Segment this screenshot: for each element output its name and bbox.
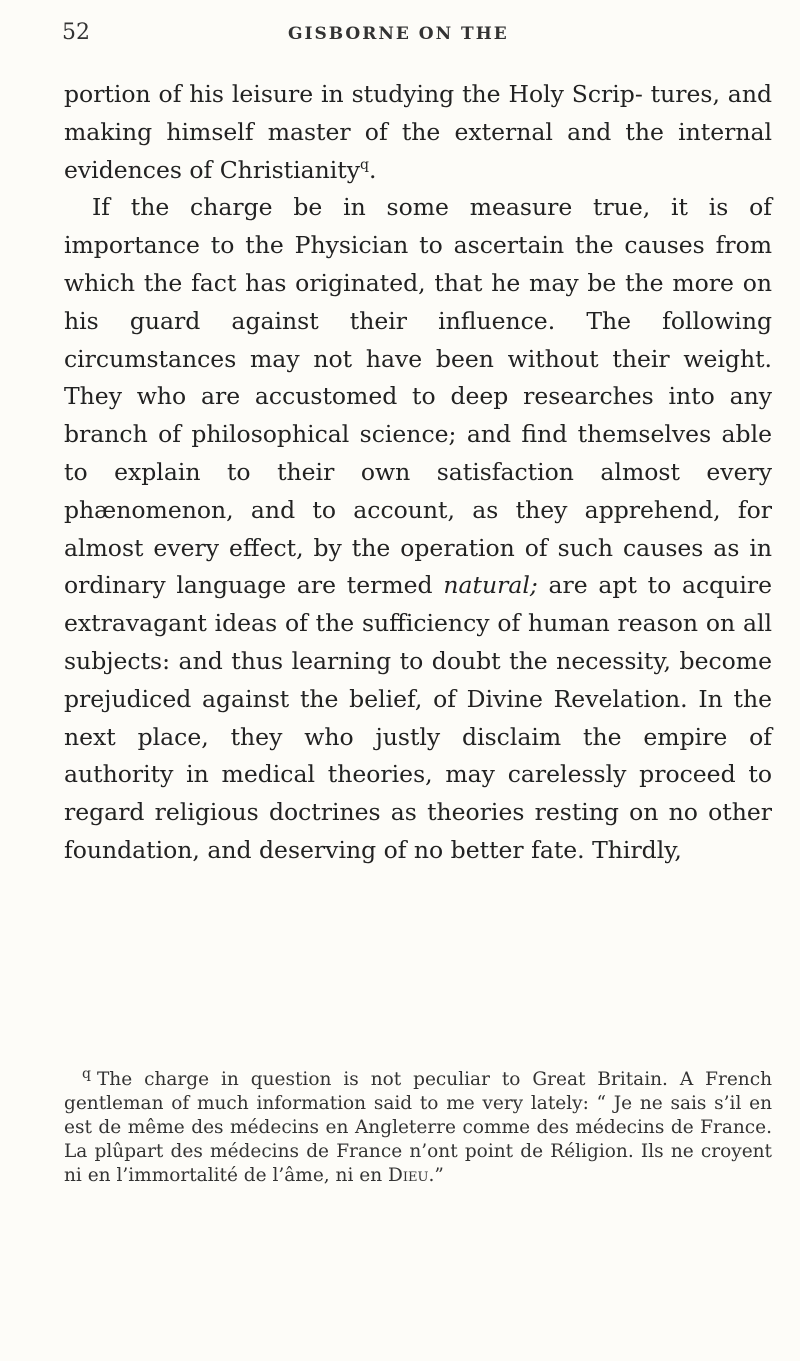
paragraph-1 — [64, 76, 772, 189]
paragraph-1-text: portion of his leisure in studying the Holy Scrip- tures, and making himself master of the external and the internal evidences of Christianity — [64, 80, 772, 184]
paragraph-2-text-a: If the charge be in some measure true, it is of importance to the Physician to ascertain the causes from which the fact has originated, that he may be the more on his guard against their influence. The following circumstances may not have been without their weight. They who are accustomed to deep researches into any branch of philosophical science; and find themselves able to explain to their own satisfaction almost every phænomenon, and to account, as they apprehend, for almost every effect, by the operation of such causes as in ordinary language are termed — [64, 193, 772, 600]
footnote-text-a: The charge in question is not peculiar to Great Britain. A French gentleman of much information said to me very lately: “ Je ne sais s’il en est de même des médecins en Angleterre comme des médecins de France. La plûpart des médecins de France n’ont point de Réligion. Ils ne croyent ni en l’immortalité de l’âme, ni en — [64, 1069, 772, 1186]
footnote-reference: q — [359, 156, 369, 173]
main-text — [64, 76, 772, 870]
paragraph-1-end: . — [368, 155, 377, 184]
footnote — [64, 1065, 772, 1188]
running-title: GISBORNE ON THE — [288, 24, 509, 44]
paragraph-2-italic: natural; — [443, 571, 538, 600]
paragraph-2-text-b: are apt to acquire extravagant ideas of the sufficiency of human reason on all subjects: and thus learning to doubt the necessity, become prejudiced against the belief, of Divine Revelation. In the next place, they who justly disclaim the empire of authority in medical theories, may carelessly proceed to regard religious doctrines as theories resting on no other foundation, and deserving of no better fate. Thirdly, — [64, 571, 772, 864]
footnote-label: q — [82, 1065, 91, 1082]
running-head — [62, 18, 762, 48]
footnote-text-b: .” — [428, 1165, 444, 1186]
footnote-smallcaps: Dieu — [388, 1165, 429, 1186]
paragraph-2 — [64, 189, 772, 869]
page-number: 52 — [62, 20, 90, 45]
footnote-paragraph — [64, 1065, 772, 1188]
